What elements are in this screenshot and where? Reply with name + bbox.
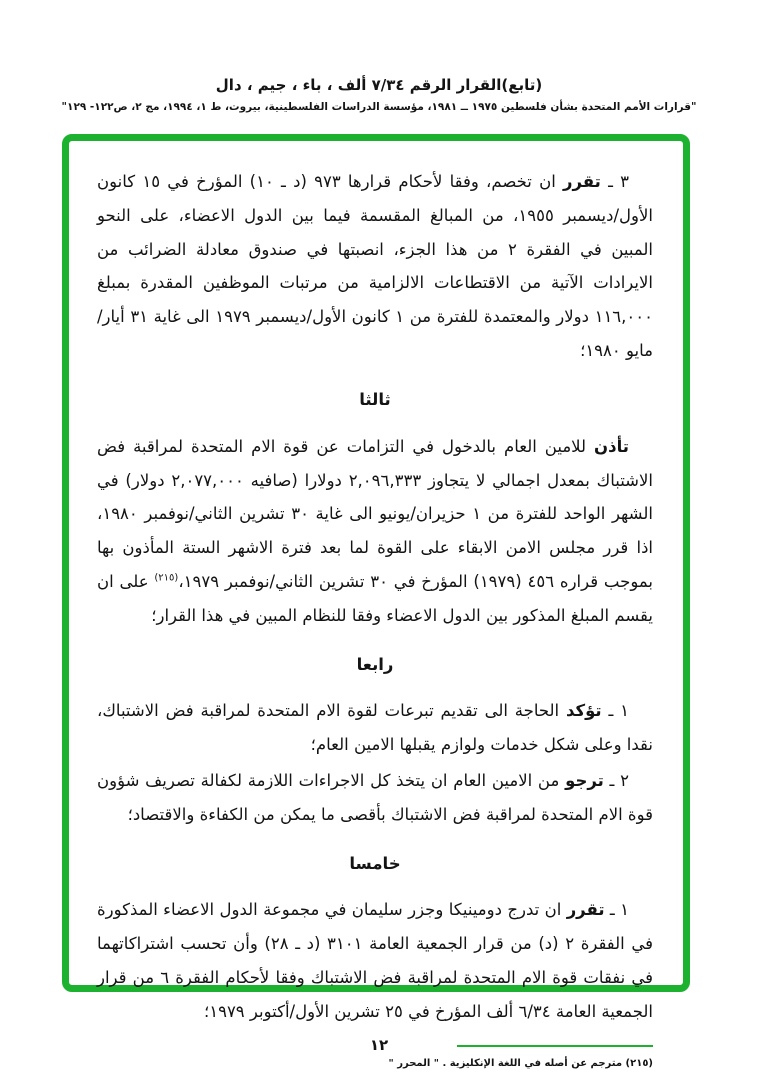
source-citation: "قرارات الأمم المتحدة بشأن فلسطين ١٩٧٥ ــ ١٩٨١، مؤسسة الدراسات الفلسطينية، بيروت، ط ١، ١٩٩٤، مج ٢، ص١٢٢- ١٢٩"	[61, 101, 697, 113]
footnote-reference: (٢١٥)	[154, 572, 179, 584]
paragraph-fourth-1	[97, 694, 653, 762]
paragraph-number: ٢ ـ	[603, 771, 629, 790]
paragraph-text: على ان يقسم المبلغ المذكور بين الدول الاعضاء وفقا للنظام المبين في هذا القرار؛	[97, 571, 653, 625]
paragraph-text: ان تخصم، وفقا لأحكام قرارها ٩٧٣ (د ـ ١٠) المؤرخ في ١٥ كانون الأول/ديسمبر ١٩٥٥، من المبالغ المقسمة فيما بين الدول الاعضاء، على النحو المبين في الفقرة ٢ من هذا الجزء، انصبتها في صندوق معادلة الضرائب من الايرادات الآتية من الاقتطاعات الالزامية من مرتبات الموظفين المقدرة بمبلغ ١١٦,٠٠٠ دولار والمعتمدة للفترة من ١ كانون الأول/ديسمبر ١٩٧٩ الى غاية ٣١ أيار/مايو ١٩٨٠؛	[97, 172, 653, 361]
paragraph-fourth-2	[97, 764, 653, 832]
operative-verb: ترجو	[565, 771, 604, 790]
paragraph-third-section	[97, 430, 653, 633]
section-heading-fifth: خامسا	[349, 853, 401, 873]
operative-verb: تؤكد	[565, 701, 602, 721]
resolution-body	[97, 165, 653, 1029]
paragraph-3	[97, 165, 653, 368]
paragraph-text: من الامين العام ان يتخذ كل الاجراءات اللازمة لكفالة تصريف شؤون قوة الام المتحدة لمراقبة فض الاشتباك بأقصى ما يمكن من الكفاءة والاقتصاد؛	[97, 771, 653, 824]
page-header	[0, 0, 758, 113]
paragraph-text: ان تدرج دومينيكا وجزر سليمان في مجموعة الدول الاعضاء المذكورة في الفقرة ٢ (د) من قرار الجمعية العامة ٣١٠١ (د ـ ٢٨) وأن تحسب اشتراكاتهما في نفقات قوة الام المتحدة لمراقبة فض الاشتباك وفقا لأحكام الفقرة ٦ من قرار الجمعية العامة ٦/٣٤ ألف المؤرخ في ٢٥ تشرين الأول/أكتوبر ١٩٧٩؛	[97, 900, 654, 1021]
paragraph-number: ١ ـ	[601, 701, 630, 721]
paragraph-number: ١ ـ	[604, 900, 630, 920]
paragraph-fifth-1	[97, 893, 653, 1028]
operative-verb: تقرر	[563, 172, 601, 191]
paragraph-text: للامين العام بالدخول في التزامات عن قوة الام المتحدة لمراقبة فض الاشتباك بمعدل اجمالي لا يتجاوز ٢,٠٩٦,٣٣٣ دولارا (صافيه ٢,٠٧٧,٠٠٠ دولار) في الشهر الواحد للفترة من ١ حزيران/يونيو الى غاية ٣٠ تشرين الثاني/نوفمبر ١٩٨٠، اذا قرر مجلس الامن الابقاء على القوة لما بعد فترة الاشهر الستة المأذون بها بموجب قراره ٤٥٦ (١٩٧٩) المؤرخ في ٣٠ تشرين الثاني/نوفمبر ١٩٧٩،	[97, 436, 653, 591]
operative-verb: تأذن	[594, 436, 629, 456]
footnote-text: (٢١٥) مترجم عن أصله في اللغة الإنكليزية . " المحرر "	[388, 1057, 653, 1069]
paragraph-text: الحاجة الى تقديم تبرعات لقوة الام المتحدة لمراقبة فض الاشتباك، نقدا وعلى شكل خدمات ولوازم يقبلها الامين العام؛	[97, 701, 653, 755]
page-number: ١٢	[369, 1036, 389, 1054]
paragraph-number: ٣ ـ	[600, 172, 629, 191]
section-heading-fourth: رابعا	[356, 654, 394, 674]
resolution-title: (تابع)القرار الرقم ٧/٣٤ ألف ، باء ، جيم ، دال	[215, 76, 543, 94]
operative-verb: تقرر	[566, 900, 605, 920]
section-heading-third: ثالثا	[359, 389, 391, 409]
